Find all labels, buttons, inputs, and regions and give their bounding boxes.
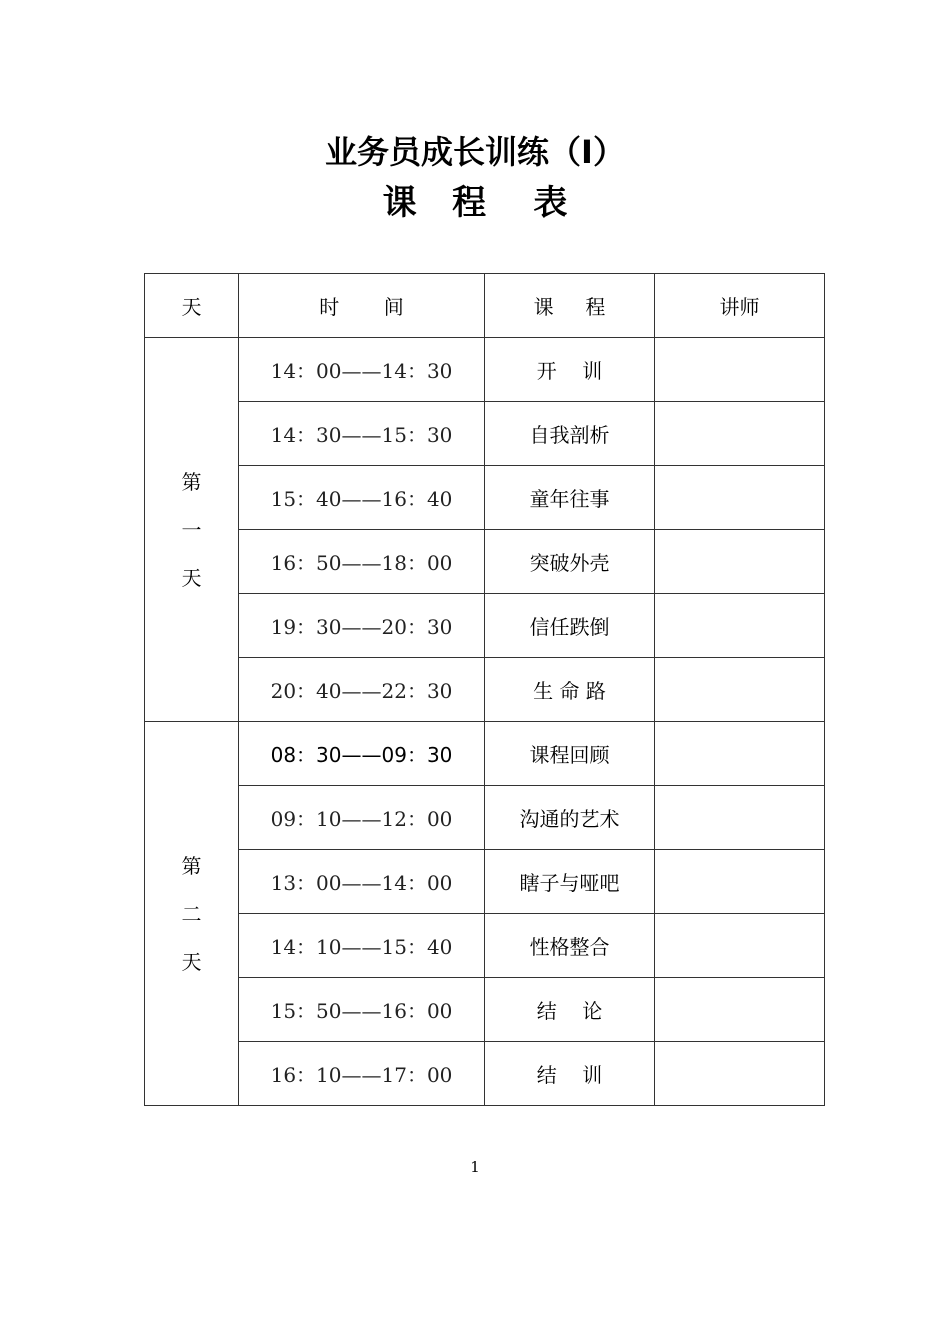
session-course: 童年往事 xyxy=(485,466,655,530)
session-course: 沟通的艺术 xyxy=(485,786,655,850)
session-time: 13：00——14：00 xyxy=(239,850,485,914)
document-title: 业务员成长训练（Ⅰ） xyxy=(325,133,625,171)
header-course: 课 程 xyxy=(485,274,655,338)
header-time: 时 间 xyxy=(239,274,485,338)
session-time: 14：10——15：40 xyxy=(239,914,485,978)
session-instructor xyxy=(655,1042,825,1106)
header-instructor: 讲师 xyxy=(655,274,825,338)
schedule-table xyxy=(144,273,825,1106)
session-instructor xyxy=(655,530,825,594)
session-time: 16：10——17：00 xyxy=(239,1042,485,1106)
session-time: 16：50——18：00 xyxy=(239,530,485,594)
table-row xyxy=(145,658,825,722)
session-instructor xyxy=(655,466,825,530)
table-row xyxy=(145,722,825,786)
table-row xyxy=(145,786,825,850)
session-course: 结 训 xyxy=(485,1042,655,1106)
table-row xyxy=(145,914,825,978)
session-instructor xyxy=(655,338,825,402)
session-instructor xyxy=(655,658,825,722)
session-instructor xyxy=(655,402,825,466)
session-instructor xyxy=(655,978,825,1042)
session-course: 突破外壳 xyxy=(485,530,655,594)
table-row xyxy=(145,978,825,1042)
table-row xyxy=(145,1042,825,1106)
table-row xyxy=(145,594,825,658)
document-subtitle: 课 程 表 xyxy=(382,183,568,223)
day-label-2: 第 二 天 xyxy=(145,722,239,1106)
table-header-row xyxy=(145,274,825,338)
page-number: 1 xyxy=(470,1158,480,1176)
session-time: 19：30——20：30 xyxy=(239,594,485,658)
table-row xyxy=(145,530,825,594)
session-course: 信任跌倒 xyxy=(485,594,655,658)
table-row xyxy=(145,338,825,402)
session-time: 15：40——16：40 xyxy=(239,466,485,530)
session-course: 开 训 xyxy=(485,338,655,402)
session-course: 结 论 xyxy=(485,978,655,1042)
session-instructor xyxy=(655,594,825,658)
day-label-1: 第 一 天 xyxy=(145,338,239,722)
session-time: 14：00——14：30 xyxy=(239,338,485,402)
session-course: 瞎子与哑吧 xyxy=(485,850,655,914)
header-day: 天 xyxy=(145,274,239,338)
session-course: 性格整合 xyxy=(485,914,655,978)
session-time: 14：30——15：30 xyxy=(239,402,485,466)
session-course: 生 命 路 xyxy=(485,658,655,722)
session-instructor xyxy=(655,850,825,914)
session-instructor xyxy=(655,786,825,850)
session-course: 课程回顾 xyxy=(485,722,655,786)
session-time: 20：40——22：30 xyxy=(239,658,485,722)
session-time: 09：10——12：00 xyxy=(239,786,485,850)
table-row xyxy=(145,850,825,914)
table-row xyxy=(145,402,825,466)
session-time: 08：30——09：30 xyxy=(239,722,485,786)
session-instructor xyxy=(655,914,825,978)
session-instructor xyxy=(655,722,825,786)
table-row xyxy=(145,466,825,530)
session-course: 自我剖析 xyxy=(485,402,655,466)
session-time: 15：50——16：00 xyxy=(239,978,485,1042)
